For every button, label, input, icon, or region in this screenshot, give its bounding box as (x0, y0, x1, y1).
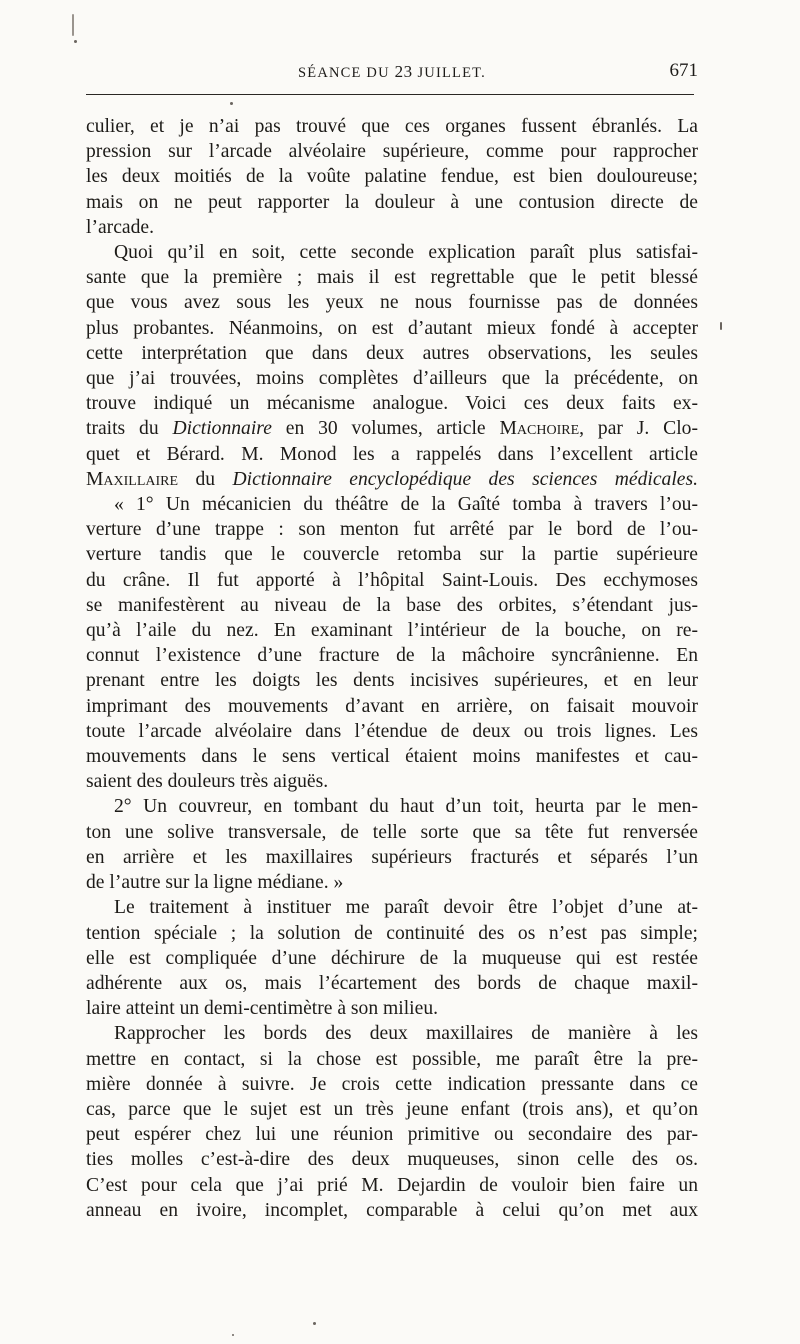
text-line: sante que la première ; mais il est regrettable que le petit blessé (86, 267, 698, 289)
text-line: quet et Bérard. M. Monod les a rappelés dans l’excellent article (86, 443, 698, 465)
text-line: que vous avez sous les yeux ne nous fournisse pas de données (86, 292, 698, 314)
book-page (86, 58, 698, 1221)
running-title (86, 62, 698, 82)
title-lead: SÉANCE DU (298, 65, 390, 81)
text-line: imprimant des mouvements d’avant en arrière, on faisait mouvoir (86, 695, 698, 717)
text-line-content: Rapprocher les bords des deux maxillaires de manière à les (114, 1023, 698, 1045)
text-line: en arrière et les maxillaires supérieurs fracturés et séparés l’un (86, 846, 698, 868)
small-caps-run: Maxillaire (86, 468, 179, 490)
text-line: mettre en contact, si la chose est possible, me paraît être la pre- (86, 1048, 698, 1070)
small-caps-run: Machoire (499, 418, 580, 440)
text-line: ties molles c’est-à-dire des deux muqueuses, sinon celle des os. (86, 1149, 698, 1171)
text-line (86, 895, 698, 920)
text-line: peut espérer chez lui une réunion primitive ou secondaire des par- (86, 1124, 698, 1146)
text-line: mais on ne peut rapporter la douleur à une contusion directe de (86, 191, 698, 213)
running-header (86, 58, 698, 92)
text-line: adhérente aux os, mais l’écartement des bords de chaque maxil- (86, 972, 698, 994)
text-run: , par J. Clo- (579, 418, 698, 440)
text-line-content: Le traitement à instituer me paraît devoir être l’objet d’une at- (114, 897, 698, 919)
text-line: laire atteint un demi-centimètre à son milieu. (86, 998, 439, 1020)
text-line: C’est pour cela que j’ai prié M. Dejardin de vouloir bien faire un (86, 1174, 698, 1196)
text-line: du crâne. Il fut apporté à l’hôpital Saint-Louis. Des ecchymoses (86, 569, 698, 591)
text-line: toute l’arcade alvéolaire dans l’étendue de deux ou trois lignes. Les (86, 720, 698, 742)
text-run: du (178, 468, 233, 490)
text-line: cas, parce que le sujet est un très jeune enfant (trois ans), et qu’on (86, 1098, 698, 1120)
text-line: plus probantes. Néanmoins, on est d’autant mieux fondé à accepter (86, 317, 698, 339)
text-line: qu’à l’aile du nez. En examinant l’intérieur de la bouche, on re- (86, 620, 698, 642)
text-line: de l’autre sur la ligne médiane. » (86, 872, 344, 894)
header-rule (86, 94, 694, 95)
text-line: que j’ai trouvées, moins complètes d’ailleurs que la précédente, on (86, 368, 698, 390)
text-line: elle est compliquée d’une déchirure de la muqueuse qui est restée (86, 947, 698, 969)
text-line: se manifestèrent au niveau de la base des orbites, s’étendant jus- (86, 594, 698, 616)
text-line: trouve indiqué un mécanisme analogue. Voici ces deux faits ex- (86, 393, 698, 415)
text-line (86, 240, 698, 265)
text-line: l’arcade. (86, 216, 154, 238)
text-run: traits du (86, 418, 173, 440)
text-line: mière donnée à suivre. Je crois cette indication pressante dans ce (86, 1073, 698, 1095)
text-line (86, 1021, 698, 1046)
text-line: connut l’existence d’une fracture de la mâchoire syncrânienne. En (86, 645, 698, 667)
text-line: mouvements dans le sens vertical étaient moins manifestes et cau- (86, 746, 698, 768)
text-line (86, 794, 698, 819)
text-line: verture tandis que le couvercle retomba sur la partie supérieure (86, 544, 698, 566)
text-line-content: 2° Un couvreur, en tombant du haut d’un toit, heurta par le men- (114, 796, 698, 818)
title-tail: JUILLET. (417, 65, 486, 81)
text-line-content: Quoi qu’il en soit, cette seconde explication paraît plus satisfai- (114, 242, 698, 264)
title-number: 23 (394, 62, 413, 81)
text-line: les deux moitiés de la voûte palatine fendue, est bien douloureuse; (86, 166, 698, 188)
text-line: pression sur l’arcade alvéolaire supérieure, comme pour rapprocher (86, 141, 698, 163)
page-number: 671 (669, 60, 698, 81)
text-line: anneau en ivoire, incomplet, comparable à celui qu’on met aux (86, 1199, 698, 1221)
text-line: saient des douleurs très aiguës. (86, 771, 329, 793)
italic-run: Dictionnaire encyclopédique des sciences médicales. (232, 468, 698, 490)
text-line: ton une solive transversale, de telle sorte que sa tête fut renversée (86, 821, 698, 843)
text-line (86, 467, 698, 492)
text-line-content: « 1° Un mécanicien du théâtre de la Gaîté tomba à travers l’ou- (114, 494, 698, 516)
text-line: tention spéciale ; la solution de continuité des os n’est pas simple; (86, 922, 698, 944)
text-line: verture d’une trappe : son menton fut arrêté par le bord de l’ou- (86, 519, 698, 541)
text-line (86, 492, 698, 517)
text-line: culier, et je n’ai pas trouvé que ces organes fussent ébranlés. La (86, 116, 698, 137)
text-line (86, 416, 698, 441)
body-text (86, 114, 698, 1223)
text-line: cette interprétation que dans deux autres observations, les seules (86, 342, 698, 364)
italic-run: Dictionnaire (172, 418, 272, 440)
text-line: prenant entre les doigts les dents incisives supérieures, et en leur (86, 670, 698, 692)
text-run: en 30 volumes, article (271, 418, 500, 440)
